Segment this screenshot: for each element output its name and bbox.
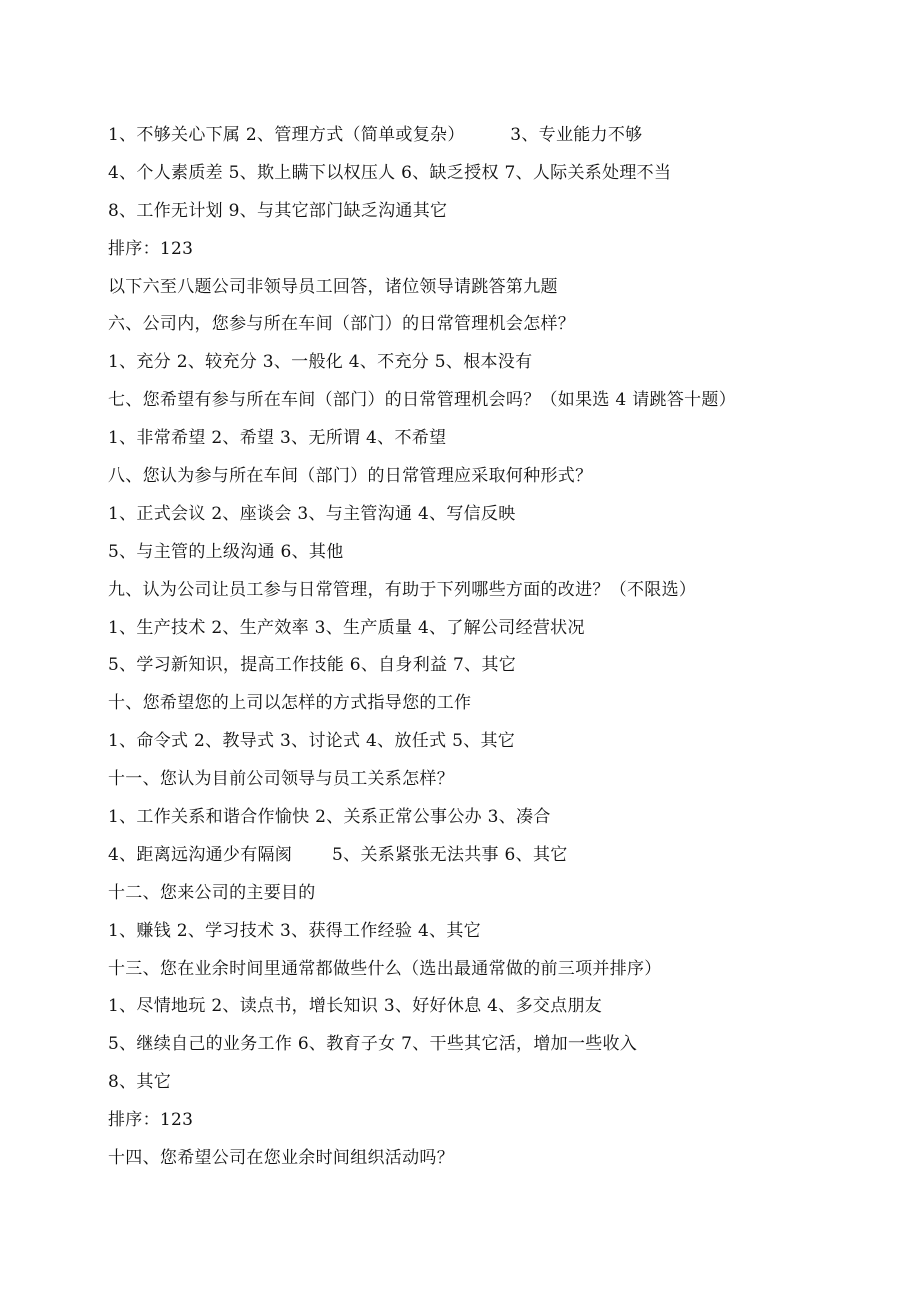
question-heading: 九、认为公司让员工参与日常管理，有助于下列哪些方面的改进？（不限选） <box>108 579 697 600</box>
text-line: 1、不够关心下属 2、管理方式（简单或复杂） 3、专业能力不够 <box>108 125 643 145</box>
text-line: 8、工作无计划 9、与其它部门缺乏沟通其它 <box>108 200 448 221</box>
text-line: 1、工作关系和谐合作愉快 2、关系正常公事公办 3、凑合 <box>108 807 551 828</box>
text-line: 8、其它 <box>108 1072 172 1093</box>
question-heading: 七、您希望有参与所在车间（部门）的日常管理机会吗？（如果选 4 请跳答十题） <box>108 390 737 411</box>
text-line: 1、尽情地玩 2、读点书，增长知识 3、好好休息 4、多交点朋友 <box>108 996 603 1017</box>
text-line: 5、继续自己的业务工作 6、教育子女 7、干些其它活，增加一些收入 <box>108 1034 638 1055</box>
question-heading: 十二、您来公司的主要目的 <box>108 882 316 903</box>
question-heading: 八、您认为参与所在车间（部门）的日常管理应采取何种形式？ <box>108 466 593 487</box>
text-line: 1、正式会议 2、座谈会 3、与主管沟通 4、写信反映 <box>108 503 516 524</box>
text-line: 1、赚钱 2、学习技术 3、获得工作经验 4、其它 <box>108 920 481 941</box>
question-heading: 十一、您认为目前公司领导与员工关系怎样？ <box>108 769 454 790</box>
text-line: 排序：123 <box>108 1110 194 1131</box>
question-heading: 十、您希望您的上司以怎样的方式指导您的工作 <box>108 693 472 714</box>
question-heading: 六、公司内，您参与所在车间（部门）的日常管理机会怎样？ <box>108 314 576 335</box>
text-line: 5、与主管的上级沟通 6、其他 <box>108 541 344 562</box>
text-line: 排序：123 <box>108 238 194 259</box>
question-heading: 十三、您在业余时间里通常都做些什么（选出最通常做的前三项并排序） <box>108 958 662 979</box>
text-line: 1、充分 2、较充分 3、一般化 4、不充分 5、根本没有 <box>108 352 533 373</box>
question-heading: 十四、您希望公司在您业余时间组织活动吗？ <box>108 1148 454 1169</box>
text-line: 以下六至八题公司非领导员工回答，诸位领导请跳答第九题 <box>108 276 558 297</box>
text-line: 1、生产技术 2、生产效率 3、生产质量 4、了解公司经营状况 <box>108 617 585 638</box>
text-line: 1、命令式 2、教导式 3、讨论式 4、放任式 5、其它 <box>108 731 516 752</box>
text-line: 5、学习新知识，提高工作技能 6、自身利益 7、其它 <box>108 655 517 676</box>
document-page <box>108 122 888 1183</box>
text-line: 1、非常希望 2、希望 3、无所谓 4、不希望 <box>108 428 447 449</box>
text-line: 4、距离远沟通少有隔阂 5、关系紧张无法共事 6、其它 <box>108 844 568 865</box>
text-line: 4、个人素质差 5、欺上瞒下以权压人 6、缺乏授权 7、人际关系处理不当 <box>108 162 672 183</box>
